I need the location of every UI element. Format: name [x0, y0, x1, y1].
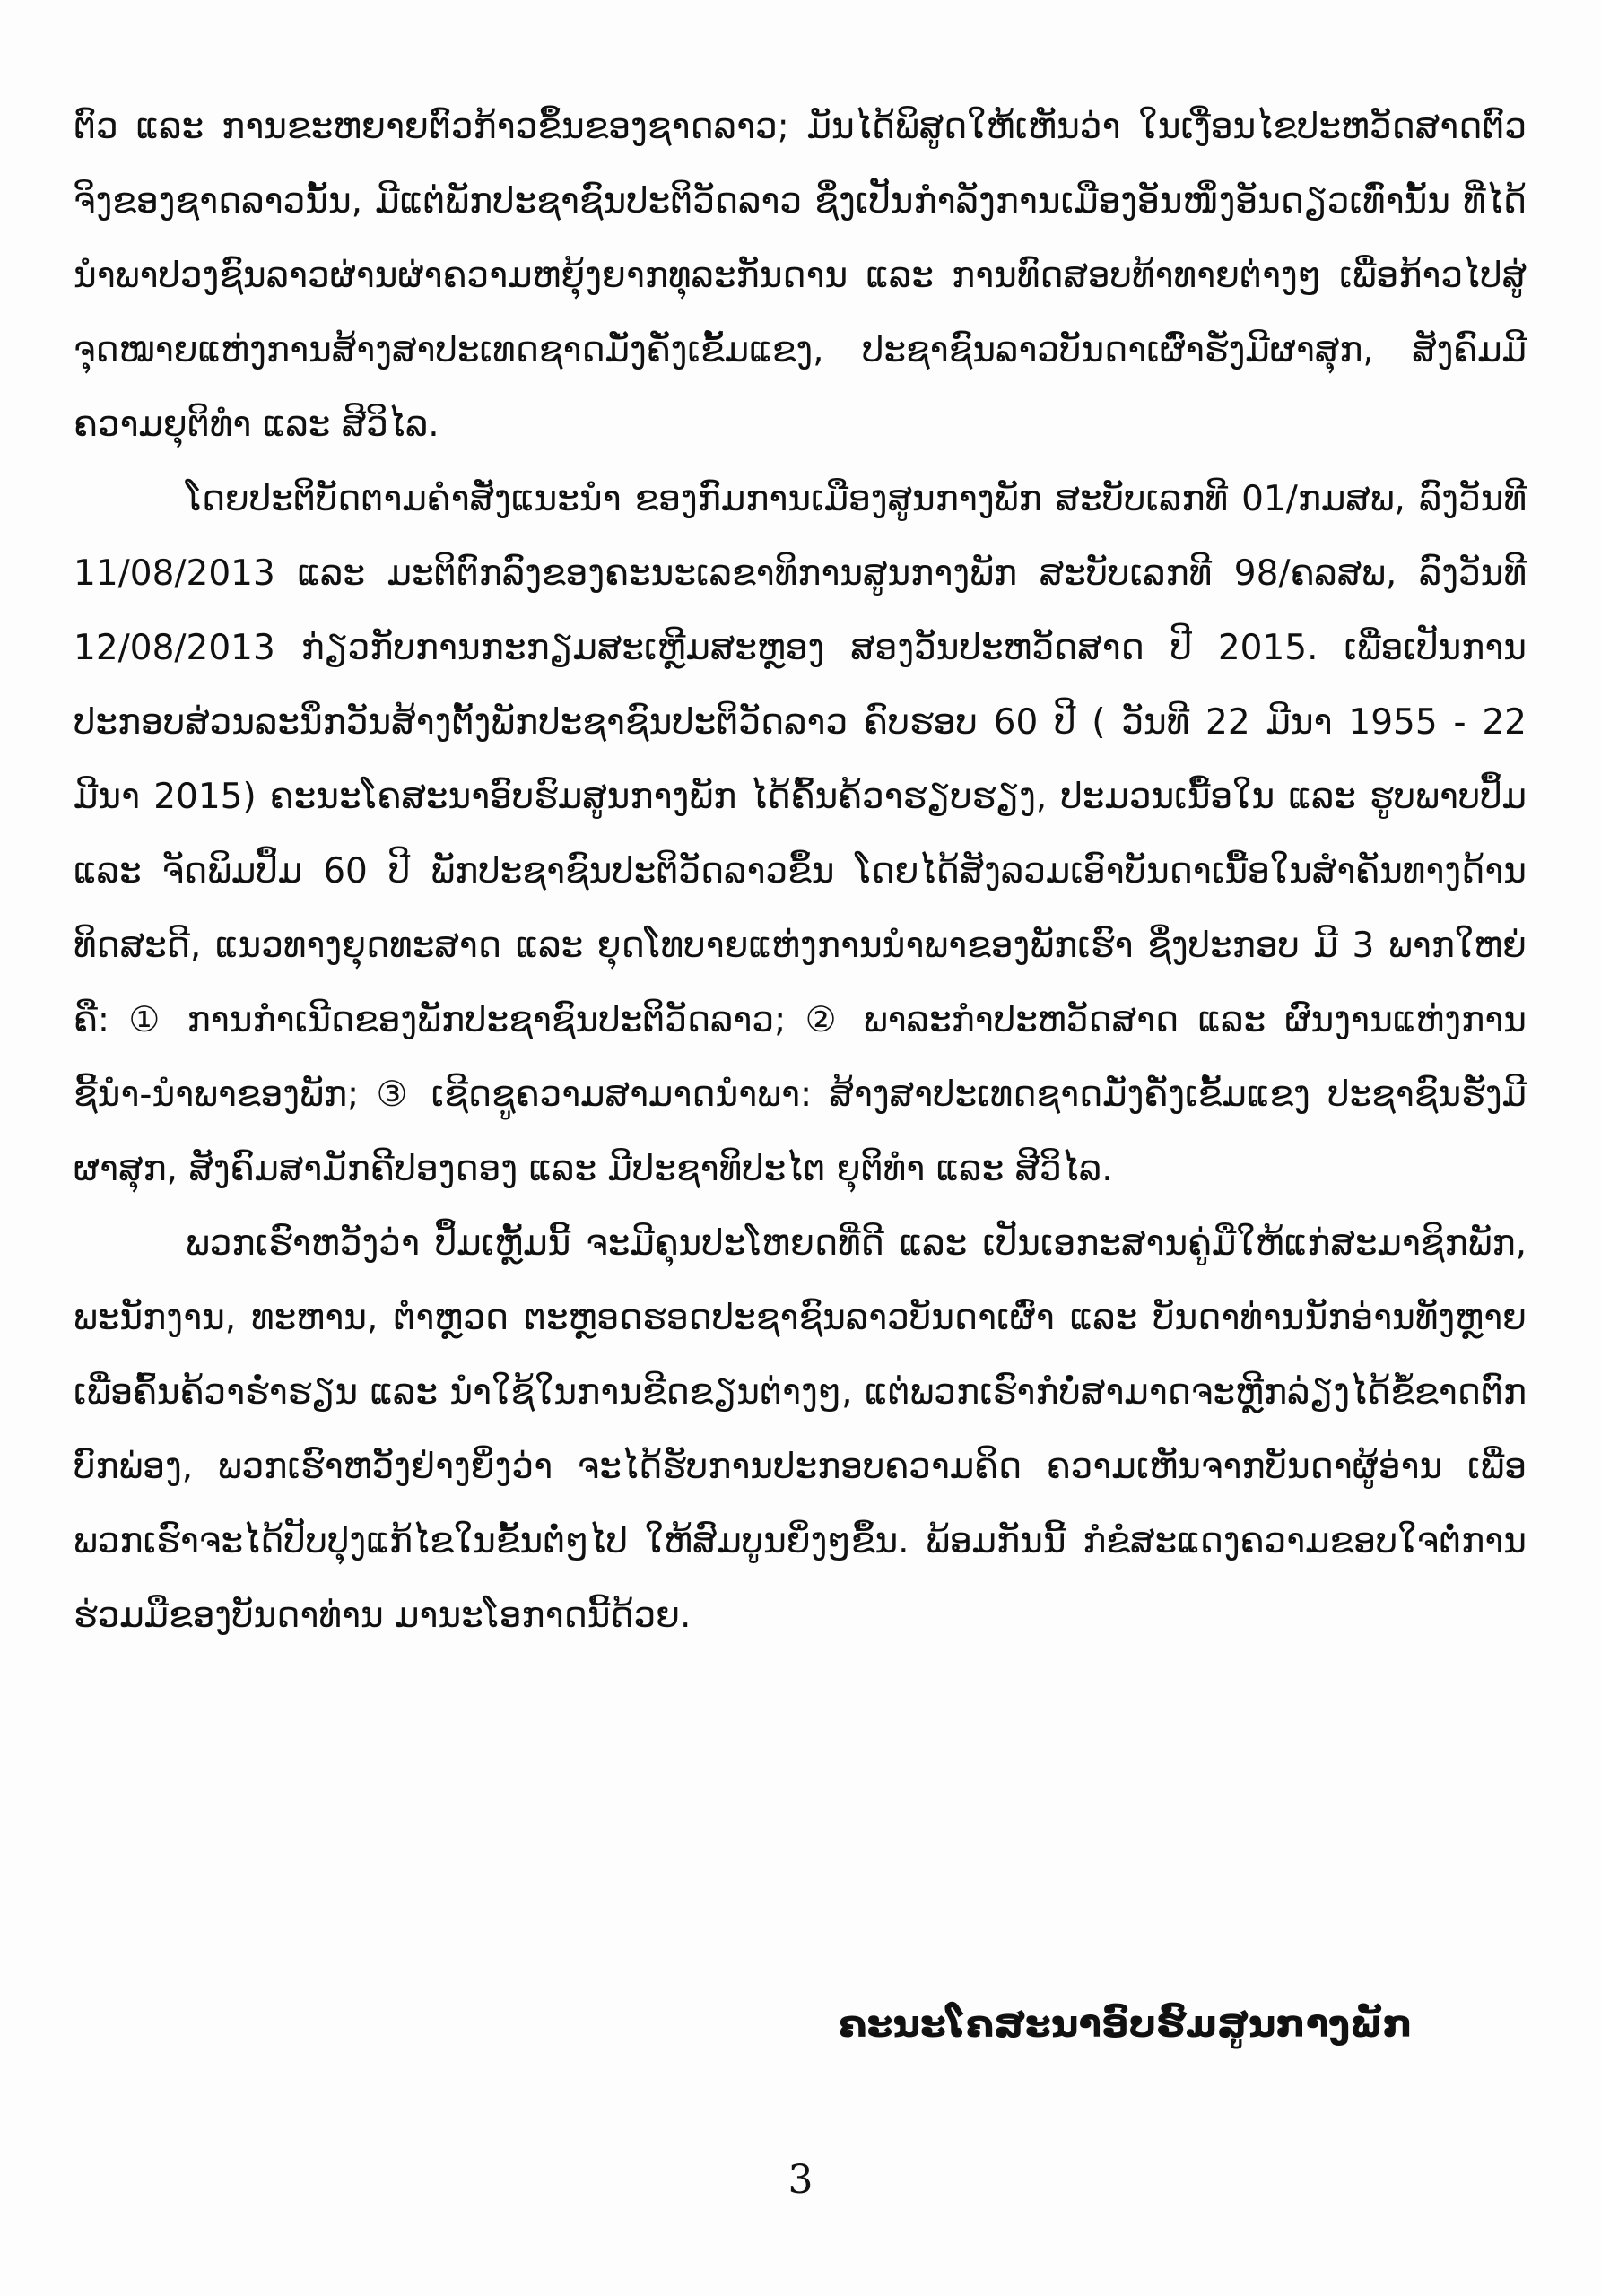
paragraph-1: ຕົວ ແລະ ການຂະຫຍາຍຕົວກ້າວຂຶ້ນຂອງຊາດລາວ; ມັນໄດ້ພິສູດໃຫ້ເຫັນວ່າ ໃນເງື່ອນໄຂປະຫວັດສາດຕົວຈິງຂອງຊາດລາວນັ້ນ, ມີແຕ່ພັກປະຊາຊົນປະຕິວັດລາວ ຊຶ່ງເປັນກຳລັງການເມືອງອັນໜຶ່ງອັນດຽວເທົ່ານັ້ນ ທີ່ໄດ້ນຳພາປວງຊົນລາວຜ່ານຜ່າຄວາມຫຍຸ້ງຍາກທຸລະກັນດານ ແລະ ການທົດສອບທ້າທາຍຕ່າງໆ ເພື່ອກ້າວໄປສູ່ຈຸດໝາຍແຫ່ງການສ້າງສາປະເທດຊາດມັ່ງຄັ່ງເຂັ້ມແຂງ, ປະຊາຊົນລາວບັນດາເຜົ່າຮັ່ງມີຜາສຸກ, ສັງຄົມມີຄວາມຍຸຕິທຳ ແລະ ສີວິໄລ.	[74, 107, 1527, 445]
paragraph-2: ໂດຍປະຕິບັດຕາມຄຳສັ່ງແນະນຳ ຂອງກົມການເມືອງສູນກາງພັກ ສະບັບເລກທີ 01/ກມສພ, ລົງວັນທີ 11/08/2013 ແລະ ມະຕິຕົກລົງຂອງຄະນະເລຂາທິການສູນກາງພັກ ສະບັບເລກທີ 98/ຄລສພ, ລົງວັນທີ 12/08/2013 ກ່ຽວກັບການກະກຽມສະເຫຼີມສະຫຼອງ ສອງວັນປະຫວັດສາດ ປີ 2015. ເພື່ອເປັນການປະກອບສ່ວນລະນຶກວັນສ້າງຕັ້ງພັກປະຊາຊົນປະຕິວັດລາວ ຄົບຮອບ 60 ປີ ( ວັນທີ 22 ມີນາ 1955 - 22 ມີນາ 2015) ຄະນະໂຄສະນາອົບຮົມສູນກາງພັກ ໄດ້ຄົ້ນຄ້ວາຮຽບຮຽງ, ປະມວນເນື້ອໃນ ແລະ ຮູບພາບປຶ້ມ ແລະ ຈັດພິມປຶ້ມ 60 ປີ ພັກປະຊາຊົນປະຕິວັດລາວຂຶ້ນ ໂດຍໄດ້ສັງລວມເອົາບັນດາເນື້ອໃນສຳຄັນທາງດ້ານທິດສະດີ, ແນວທາງຍຸດທະສາດ ແລະ ຍຸດໂທບາຍແຫ່ງການນຳພາຂອງພັກເຮົາ ຊຶ່ງປະກອບ ມີ 3 ພາກໃຫຍ່ ຄື: ① ການກຳເນີດຂອງພັກປະຊາຊົນປະຕິວັດລາວ; ② ພາລະກຳປະຫວັດສາດ ແລະ ຜົນງານແຫ່ງການຊີ້ນຳ-ນຳພາຂອງພັກ; ③ ເຊີດຊູຄວາມສາມາດນຳພາ: ສ້າງສາປະເທດຊາດມັ່ງຄັ່ງເຂັ້ມແຂງ ປະຊາຊົນຮັ່ງມີຜາສຸກ, ສັງຄົມສາມັກຄີປອງດອງ ແລະ ມີປະຊາທິປະໄຕ ຍຸຕິທຳ ແລະ ສີວິໄລ.	[74, 479, 1527, 1189]
paragraph-3: ພວກເຮົາຫວັງວ່າ ປຶ້ມເຫຼັ້ມນີ້ ຈະມີຄຸນປະໂຫຍດທີ່ດີ ແລະ ເປັນເອກະສານຄູ່ມືໃຫ້ແກ່ສະມາຊິກພັກ, ພະນັກງານ, ທະຫານ, ຕຳຫຼວດ ຕະຫຼອດຮອດປະຊາຊົນລາວບັນດາເຜົ່າ ແລະ ບັນດາທ່ານນັກອ່ານທັງຫຼາຍ ເພື່ອຄົ້ນຄ້ວາຮ່ຳຮຽນ ແລະ ນຳໃຊ້ໃນການຂີດຂຽນຕ່າງໆ, ແຕ່ພວກເຮົາກໍບໍ່ສາມາດຈະຫຼີກລ່ຽງໄດ້ຂໍ້ຂາດຕົກບົກພ່ອງ, ພວກເຮົາຫວັງຢ່າງຍິ່ງວ່າ ຈະໄດ້ຮັບການປະກອບຄວາມຄິດ ຄວາມເຫັນຈາກບັນດາຜູ້ອ່ານ ເພື່ອພວກເຮົາຈະໄດ້ປັບປຸງແກ້ໄຂໃນຂັ້ນຕໍ່ໆໄປ ໃຫ້ສົມບູນຍິ່ງໆຂຶ້ນ. ພ້ອມກັນນີ້ ກໍຂໍສະແດງຄວາມຂອບໃຈຕໍ່ການຮ່ວມມືຂອງບັນດາທ່ານ ມານະໂອກາດນີ້ດ້ວຍ.	[74, 1223, 1527, 1636]
signature-line: ຄະນະໂຄສະນາອົບຮົມສູນກາງພັກ	[839, 2002, 1413, 2046]
page-number: 3	[787, 2157, 814, 2203]
body-text	[74, 90, 1527, 1653]
